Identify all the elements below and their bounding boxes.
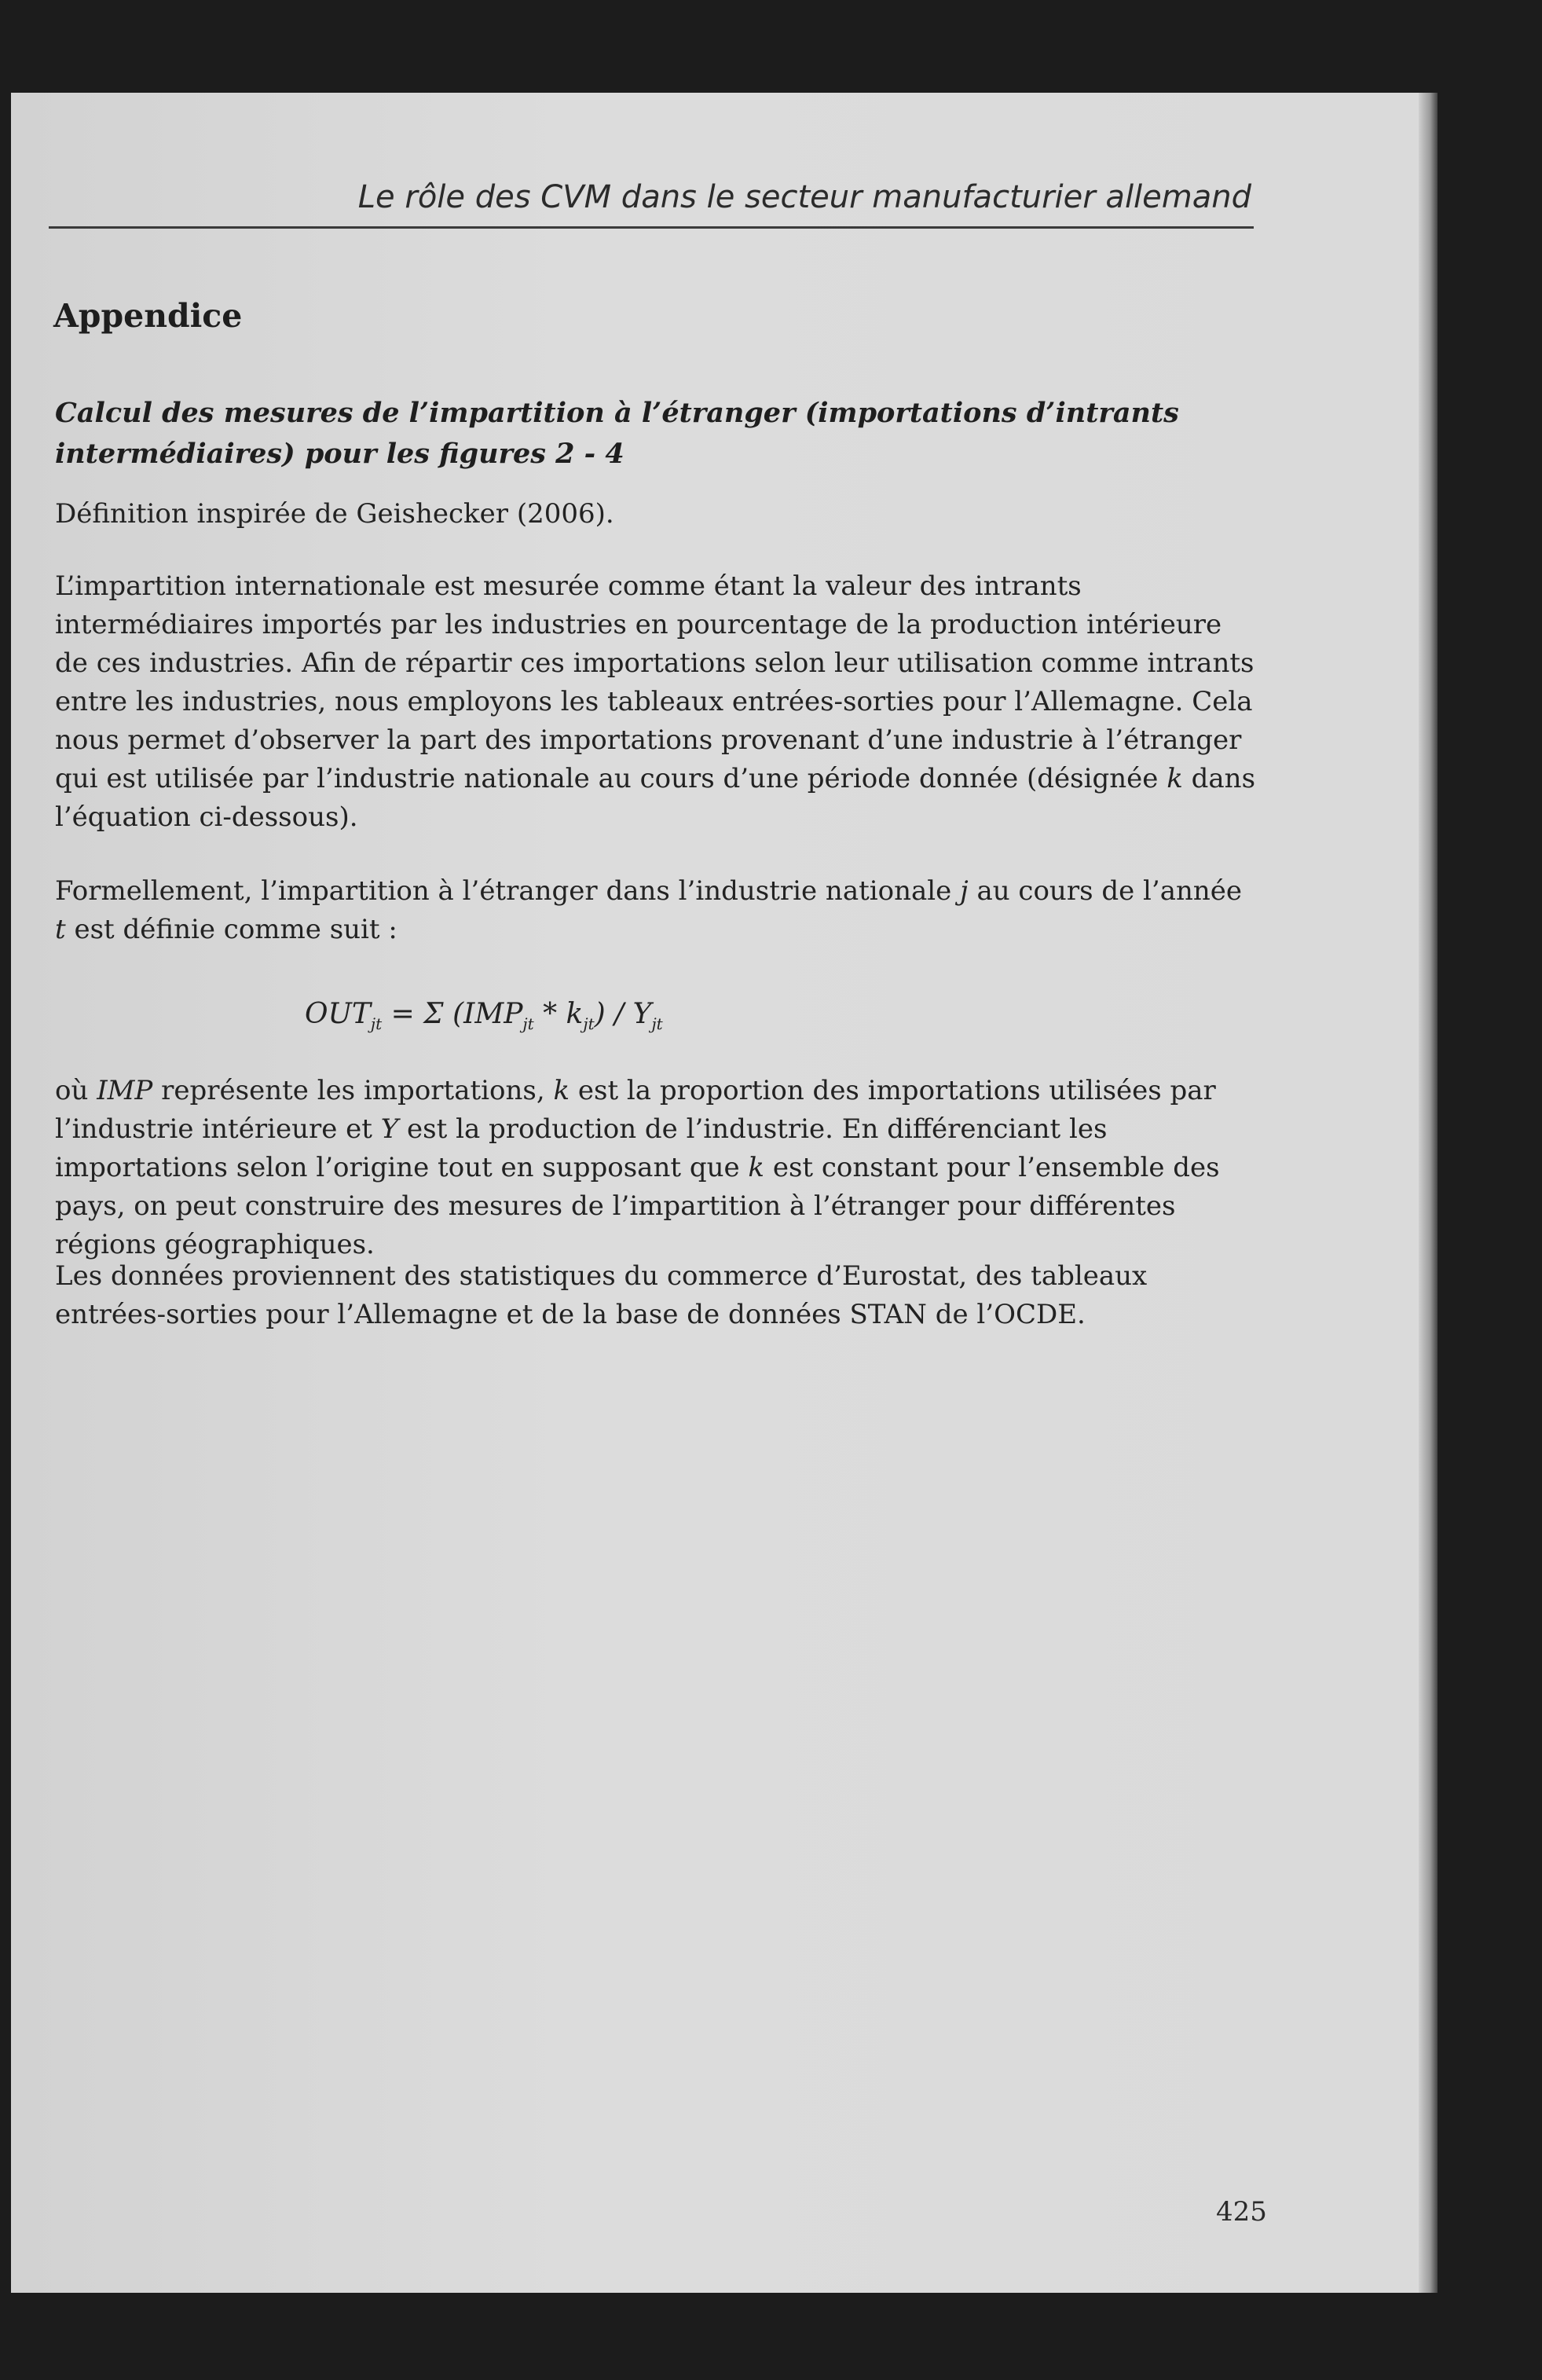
variable-y: Y [380,1113,399,1145]
formula-subscript: jt [522,1014,534,1034]
definition-source: Définition inspirée de Geishecker (2006). [55,498,614,530]
subsection-heading: Calcul des mesures de l’impartition à l’étranger (importations d’intrants intermédiaires) pour les figures 2 - 4 [55,397,1179,470]
paragraph-variables [55,1072,1261,1264]
formula-k: * k [533,998,584,1030]
header-rule [49,226,1254,229]
paragraph-formal [55,872,1261,949]
equation [305,998,663,1033]
paragraph-sources: Les données proviennent des statistiques du commerce d’Eurostat, des tableaux entrées-sorties pour l’Allemagne et de la base de données STAN de l’OCDE. [55,1260,1148,1330]
paragraph-text: L’impartition internationale est mesurée comme étant la valeur des intrants intermédiaires importés par les industries en pourcentage de la production intérieure de ces industries. Afin de répartir ces importations selon leur utilisation comme intrants entre les industries, nous employons les tableaux entrées-sorties pour l’Allemagne. Cela nous permet d’observer la part des importations provenant d’une industrie à l’étranger qui est utilisée par l’industrie nationale au cours d’une période donnée (désignée [55,570,1254,794]
paragraph-text: dans l’équation ci-dessous). [55,763,1256,833]
variable-t: t [55,914,66,945]
paragraph-text: représente les importations, [152,1075,554,1106]
formula-subscript: jt [583,1014,595,1034]
formula-out: OUT [305,998,371,1030]
formula-y: ) / Y [594,998,652,1030]
page-number: 425 [1216,2196,1267,2228]
paragraph-text: Formellement, l’impartition à l’étranger dans l’industrie nationale [55,875,961,907]
formula-subscript: jt [651,1014,663,1034]
paragraph-text: où [55,1075,97,1106]
formula-subscript: jt [370,1014,383,1034]
formula-sum: = Σ (IMP [382,998,523,1030]
variable-imp: IMP [97,1075,153,1106]
variable-j: j [960,875,969,907]
page-edge [1419,93,1438,2293]
variable-k: k [748,1152,765,1183]
paragraph-text: au cours de l’année [968,875,1243,907]
section-heading: Appendice [53,297,243,335]
variable-k: k [553,1075,570,1106]
variable-k: k [1167,763,1183,794]
paragraph-text: est définie comme suit : [65,914,397,945]
paragraph-text: est la production de l’industrie. En différenciant les importations selon l’origine tout en supposant que [55,1113,1108,1183]
paragraph-text: est constant pour l’ensemble des pays, on peut construire des mesures de l’impartition à l’étranger pour différentes régions géographiques. [55,1152,1220,1260]
paragraph-text: est la proportion des importations utilisées par l’industrie intérieure et [55,1075,1216,1145]
paragraph-method [55,567,1261,837]
running-header: Le rôle des CVM dans le secteur manufacturier allemand [357,179,1251,215]
